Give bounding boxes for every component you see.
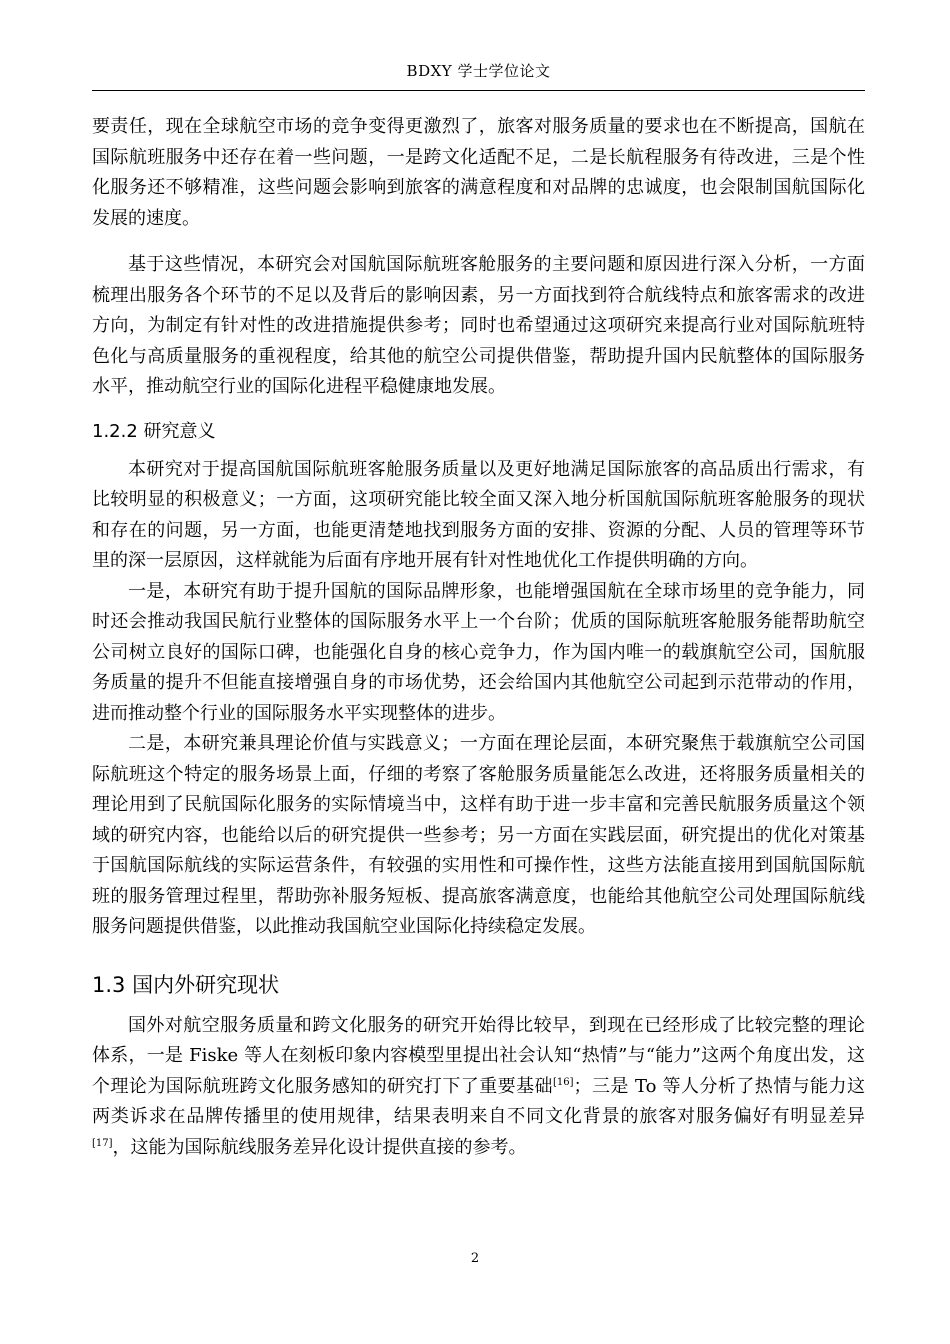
text-segment: 国外对航空服务质量和跨文化服务的研究开始得比较早，到现在已经形成了比较完整的理论体系，一是 Fiske 等人在刻板印象内容模型里提出社会认知“热情”与“能力”这两个角度出发，这个理论为国际航班跨文化服务感知的研究打下了重要基础 (92, 1014, 865, 1097)
text-segment: ；三是 To 等人分析了热情与能力这两类诉求在品牌传播里的使用规律，结果表明来自不同文化背景的旅客对服务偏好有明显差异 (92, 1075, 865, 1127)
section-heading-1-3: 1.3 国内外研究现状 (92, 972, 280, 997)
citation-16[interactable]: [16] (552, 1076, 574, 1088)
paragraph-continued: 要责任，现在全球航空市场的竞争变得更激烈了，旅客对服务质量的要求也在不断提高，国航在国际航班服务中还存在着一些问题，一是跨文化适配不足，二是长航程服务有待改进，三是个性化服务还不够精准，这些问题会影响到旅客的满意程度和对品牌的忠诚度，也会限制国航国际化发展的速度。 (92, 116, 865, 229)
page-number: 2 (470, 1251, 480, 1266)
paragraph-gap (92, 234, 865, 250)
paragraph-point-one: 一是，本研究有助于提升国航的国际品牌形象，也能增强国航在全球市场里的竞争能力，同时还会推动我国民航行业整体的国际服务水平上一个台阶；优质的国际航班客舱服务能帮助航空公司树立良好的国际口碑，也能强化自身的核心竞争力，作为国内唯一的载旗航空公司，国航服务质量的提升不但能直接增强自身的市场优势，还会给国内其他航空公司起到示范带动的作用，进而推动整个行业的国际服务水平实现整体的进步。 (92, 580, 865, 724)
paragraph-point-two: 二是，本研究兼具理论价值与实践意义；一方面在理论层面，本研究聚焦于载旗航空公司国际航班这个特定的服务场景上面，仔细的考察了客舱服务质量能怎么改进，还将服务质量相关的理论用到了民航国际化服务的实际情境当中，这样有助于进一步丰富和完善民航服务质量这个领域的研究内容，也能给以后的研究提供一些参考；另一方面在实践层面，研究提出的优化对策基于国航国际航线的实际运营条件，有较强的实用性和可操作性，这些方法能直接用到国航国际航班的服务管理过程里，帮助弥补服务短板、提高旅客满意度，也能给其他航空公司处理国际航线服务问题提供借鉴，以此推动我国航空业国际化持续稳定发展。 (92, 733, 865, 937)
text-segment: ，这能为国际航线服务差异化设计提供直接的参考。 (112, 1136, 527, 1158)
running-header: BDXY 学士学位论文 (406, 62, 551, 80)
paragraph-background: 基于这些情况，本研究会对国航国际航班客舱服务的主要问题和原因进行深入分析，一方面梳理出服务各个环节的不足以及背后的影响因素，另一方面找到符合航线特点和旅客需求的改进方向，为制定有针对性的改进措施提供参考；同时也希望通过这项研究来提高行业对国际航班特色化与高质量服务的重视程度，给其他的航空公司提供借鉴，帮助提升国内民航整体的国际服务水平，推动航空行业的国际化进程平稳健康地发展。 (92, 254, 865, 397)
citation-17[interactable]: [17] (92, 1137, 113, 1149)
paragraph-significance: 本研究对于提高国航国际航班客舱服务质量以及更好地满足国际旅客的高品质出行需求，有比较明显的积极意义；一方面，这项研究能比较全面又深入地分析国航国际航班客舱服务的现状和存在的问题，另一方面，也能更清楚地找到服务方面的安排、资源的分配、人员的管理等环节里的深一层原因，这样就能为后面有序地开展有针对性地优化工作提供明确的方向。 (92, 458, 865, 571)
subsection-heading-1-2-2: 1.2.2 研究意义 (92, 420, 216, 442)
page-content (92, 112, 865, 1163)
paragraph-research-status (92, 1011, 865, 1164)
header-divider (92, 90, 865, 91)
